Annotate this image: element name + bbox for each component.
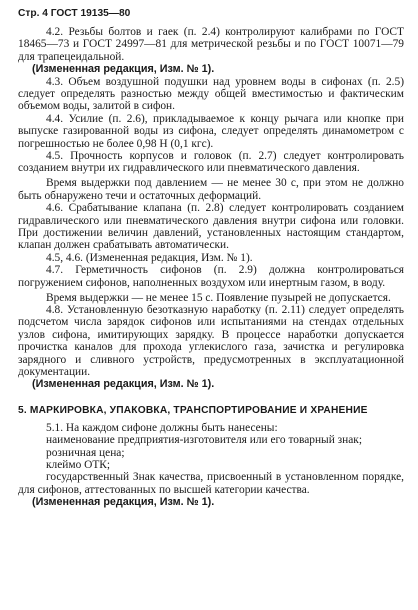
clause-5-1: 5.1. На каждом сифоне должны быть нанесены: <box>46 421 278 434</box>
amendment-note-3: (Измененная редакция, Изм. № 1). <box>32 496 215 509</box>
clause-4-7: 4.7. Герметичность сифонов (п. 2.9) должна контролироваться погружением сифонов, наполненных воздухом или инертным газом, в воду. <box>18 264 404 289</box>
marking-item-price: розничная цена; <box>46 446 125 459</box>
clause-4-4: 4.4. Усилие (п. 2.6), прикладываемое к концу рычага или кнопке при выпуске газированной воды из сифона, следует определять динамометром с погрешностью не более 0,98 Н (0,1 кгс). <box>18 112 404 150</box>
amendment-note: (Измененная редакция, Изм. № 1). <box>32 63 215 76</box>
holding-time-paragraph-2: Время выдержки — не менее 15 с. Появление пузырей не допускается. <box>46 291 391 304</box>
clause-4-6: 4.6. Срабатывание клапана (п. 2.8) следует контролировать созданием гидравлического или пневматического давления внутри сифона или головки. При достижении величин давлений, установленных настоящим стандартом, клапан должен срабатывать автоматически. <box>18 202 404 252</box>
page-header: Стр. 4 ГОСТ 19135—80 <box>18 8 131 19</box>
clause-4-8: 4.8. Установленную безотказную наработку (п. 2.11) следует определять подсчетом числа зарядок сифонов или испытаниями на стендах отдельных узлов сифона, имитирующих зарядку. В процессе наработки допускается прочистка каналов для прохода углекислого газа, зачистка и регулировка зарядного и сливного устройств, предусмотренных в эксплуатационной документации. <box>18 303 404 378</box>
clause-4-2: 4.2. Резьбы болтов и гаек (п. 2.4) контролируют калибрами по ГОСТ 18465—73 и ГОСТ 24997—81 для метрической резьбы и по ГОСТ 10071—79 для трапецеидальной. <box>18 26 404 63</box>
section-heading-5: 5. МАРКИРОВКА, УПАКОВКА, ТРАНСПОРТИРОВАНИЕ И ХРАНЕНИЕ <box>18 404 368 416</box>
clause-4-5: 4.5. Прочность корпусов и головок (п. 2.7) следует контролировать созданием внутри их гидравлического или пневматического давления. <box>18 150 404 175</box>
holding-time-paragraph: Время выдержки под давлением — не менее 30 с, при этом не должно быть обнаружено течи и остаточных деформаций. <box>18 177 404 202</box>
marking-item-manufacturer: наименование предприятия-изготовителя или его товарный знак; <box>46 434 362 447</box>
marking-item-otk-stamp: клеймо ОТК; <box>46 459 111 471</box>
amendment-note-4-5-4-6: 4.5, 4.6. (Измененная редакция, Изм. № 1). <box>46 251 253 264</box>
marking-item-quality-mark: государственный Знак качества, присвоенный в установленном порядке, для сифонов, аттестованных по высшей категории качества. <box>18 471 404 496</box>
amendment-note-2: (Измененная редакция, Изм. № 1). <box>32 378 215 391</box>
clause-4-3: 4.3. Объем воздушной подушки над уровнем воды в сифонах (п. 2.5) следует определять разностью между общей вместимостью и фактическим объемом воды, залитой в сифон. <box>18 75 404 113</box>
